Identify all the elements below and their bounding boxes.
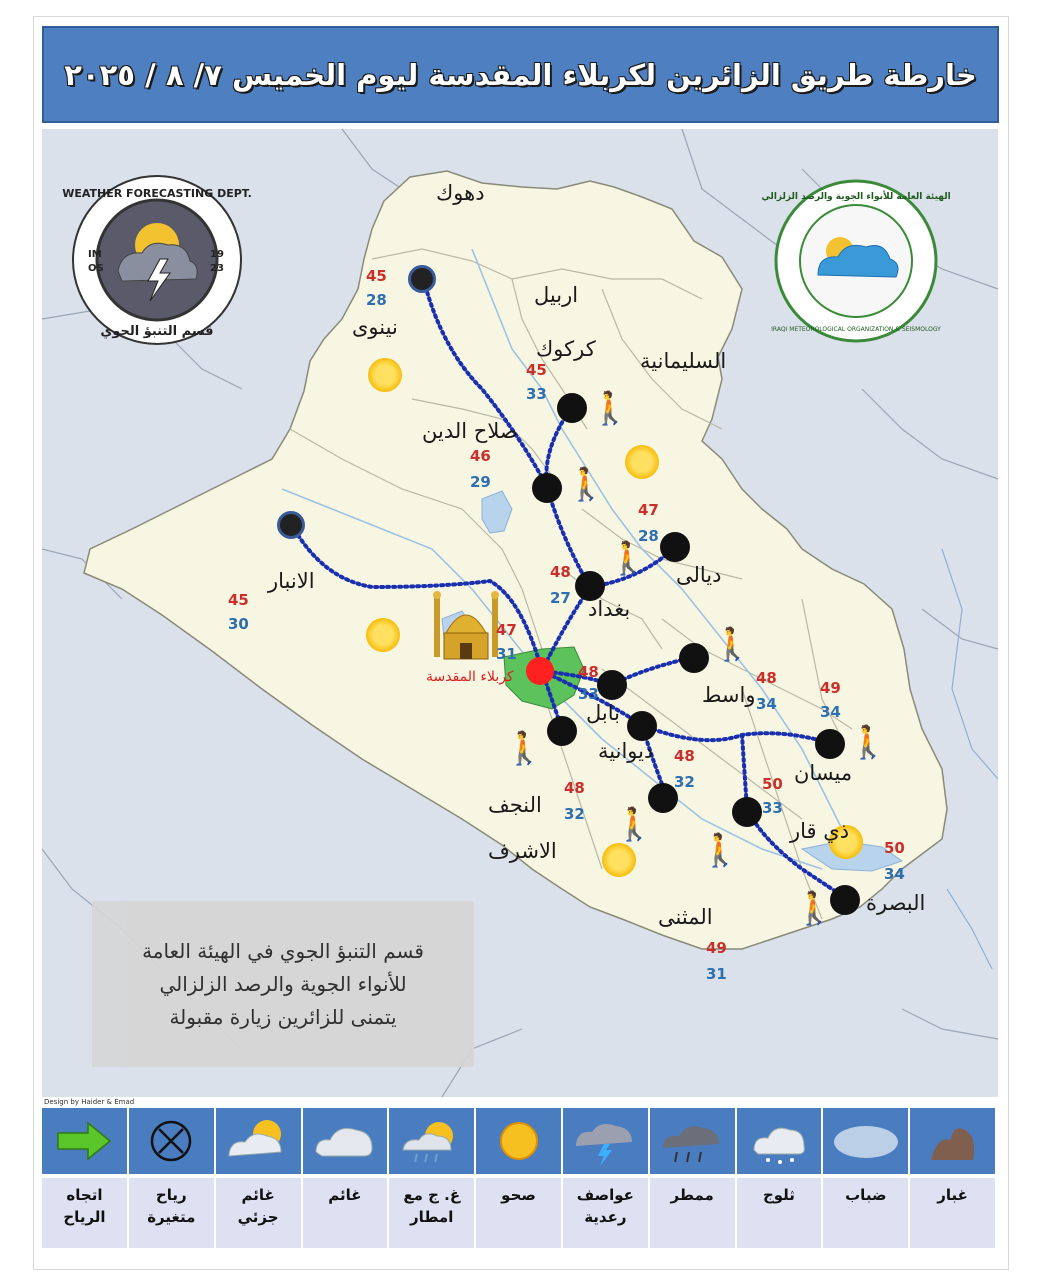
diyala-max: 47 — [638, 501, 659, 519]
province-maysan: ميسان — [794, 761, 853, 785]
pilgrim-icon: 🚶 — [608, 539, 648, 577]
legend-icons-row — [42, 1108, 995, 1174]
title-bar — [42, 26, 999, 123]
najaf-max: 48 — [564, 779, 585, 797]
legend-label-dust: غبار — [937, 1186, 968, 1204]
station-diyala — [660, 532, 690, 562]
diyala-min: 28 — [638, 527, 659, 545]
babil-max: 48 — [578, 663, 599, 681]
maysan-min: 34 — [820, 703, 841, 721]
legend-clear — [476, 1108, 561, 1174]
dhiqar-max: 50 — [762, 775, 783, 793]
sun-icon — [602, 843, 636, 877]
legend-label-partly-cloudy-rain: غ. ج مع امطار — [403, 1186, 461, 1226]
anbar-max: 45 — [228, 591, 249, 609]
legend-label-cloudy: غائم — [328, 1186, 362, 1204]
karbala-max: 47 — [496, 621, 517, 639]
legend-label-cell — [389, 1178, 474, 1248]
salahaddin-min: 29 — [470, 473, 491, 491]
message-box — [92, 901, 474, 1067]
legend-partly-cloudy-rain — [389, 1108, 474, 1174]
basra-min: 34 — [884, 865, 905, 883]
baghdad-min: 27 — [550, 589, 571, 607]
pilgrim-icon: 🚶 — [848, 723, 888, 761]
logo-left-code: IM — [88, 249, 102, 260]
province-basra: البصرة — [866, 891, 926, 915]
station-salahaddin — [532, 473, 562, 503]
sun-icon — [366, 618, 400, 652]
legend-label-cell — [303, 1178, 388, 1248]
province-babil: بابل — [586, 701, 620, 725]
legend-dust — [910, 1108, 995, 1174]
ninawa-min: 28 — [366, 291, 387, 309]
design-credit: Design by Haider & Emad — [44, 1098, 135, 1106]
wind-direction-arrow-icon — [54, 1119, 114, 1163]
svg-text:الهيئة العامة للأنواء الجوية و: الهيئة العامة للأنواء الجوية والرصد الزلزالي — [761, 192, 951, 202]
snow-icon — [744, 1116, 814, 1166]
sun-icon — [625, 445, 659, 479]
najaf-min: 32 — [564, 805, 585, 823]
rain-icon — [657, 1116, 727, 1166]
legend-label-clear: صحو — [501, 1186, 536, 1204]
weather-forecasting-dept-logo — [62, 173, 252, 347]
station-wasit — [679, 643, 709, 673]
legend-label-cell — [823, 1178, 908, 1248]
legend-wind-direction — [42, 1108, 127, 1174]
legend-label-partly-cloudy: غائم جزئي — [237, 1186, 279, 1226]
basra-max: 50 — [884, 839, 905, 857]
legend-thunderstorm — [563, 1108, 648, 1174]
svg-text:قسم التنبؤ الجوي: قسم التنبؤ الجوي — [100, 324, 214, 339]
station-babil — [597, 670, 627, 700]
clear-sun-icon — [494, 1116, 544, 1166]
svg-text:23: 23 — [210, 263, 224, 274]
province-erbil: اربيل — [534, 283, 579, 307]
province-sulaymaniyah: السليمانية — [640, 349, 727, 373]
pilgrim-icon: 🚶 — [700, 831, 740, 869]
station-basra — [830, 885, 860, 915]
salahaddin-max: 46 — [470, 447, 491, 465]
legend-label-snow: ثلوج — [762, 1186, 795, 1204]
province-muthanna: المثنى — [658, 905, 713, 929]
diwaniyah-min: 32 — [674, 773, 695, 791]
partly-cloudy-icon — [223, 1116, 293, 1166]
message-text: قسم التنبؤ الجوي في الهيئة العامة للأنواء الجوية والرصد الزلزالي يتمنى للزائرين زيارة مقبولة — [142, 938, 424, 1029]
fog-icon — [831, 1116, 901, 1166]
province-baghdad: بغداد — [588, 597, 631, 621]
anbar-min: 30 — [228, 615, 249, 633]
station-maysan — [815, 729, 845, 759]
maysan-max: 49 — [820, 679, 841, 697]
legend-partly-cloudy — [216, 1108, 301, 1174]
partly-cloudy-rain-icon — [397, 1116, 467, 1166]
legend-snow — [737, 1108, 822, 1174]
station-ninawa — [408, 265, 436, 293]
legend-label-variable-wind: رياح متغيرة — [147, 1186, 196, 1226]
legend-label-cell — [476, 1178, 561, 1248]
legend-label-wind-direction: اتجاه الرياح — [63, 1186, 106, 1226]
province-ninawa: نينوى — [352, 315, 398, 339]
legend-label-cell — [42, 1178, 127, 1248]
legend-label-cell — [129, 1178, 214, 1248]
muthanna-max: 49 — [706, 939, 727, 957]
station-kirkuk — [557, 393, 587, 423]
station-dhiqar — [732, 797, 762, 827]
babil-min: 33 — [578, 685, 599, 703]
variable-wind-icon — [146, 1116, 196, 1166]
dust-icon — [923, 1116, 983, 1166]
kirkuk-max: 45 — [526, 361, 547, 379]
karbala-min: 31 — [496, 645, 517, 663]
legend-label-cell — [216, 1178, 301, 1248]
legend-fog — [823, 1108, 908, 1174]
province-najaf-line2: الاشرف — [488, 839, 557, 863]
pilgrim-icon: 🚶 — [590, 389, 630, 427]
pilgrim-icon: 🚶 — [504, 729, 544, 767]
legend-label-cell — [650, 1178, 735, 1248]
sun-icon — [368, 358, 402, 392]
wasit-max: 48 — [756, 669, 777, 687]
province-wasit: واسط — [702, 683, 756, 707]
pilgrim-icon: 🚶 — [566, 465, 606, 503]
dhiqar-min: 33 — [762, 799, 783, 817]
muthanna-min: 31 — [706, 965, 727, 983]
province-kirkuk: كركوك — [536, 337, 596, 361]
pilgrim-icon: 🚶 — [794, 889, 834, 927]
station-diwaniyah — [627, 711, 657, 741]
diwaniyah-max: 48 — [674, 747, 695, 765]
svg-text:WEATHER FORECASTING DEPT.: WEATHER FORECASTING DEPT. — [62, 187, 252, 200]
legend-label-thunderstorm: عواصف رعدية — [576, 1186, 634, 1226]
svg-text:IRAQI METEOROLOGICAL ORGANIZAT: IRAQI METEOROLOGICAL ORGANIZATION & SEISMOLOGY — [771, 326, 941, 333]
province-najaf-line1: النجف — [488, 793, 542, 817]
province-dhiqar: ذي قار — [790, 819, 850, 843]
pilgrim-icon: 🚶 — [712, 625, 752, 663]
province-salahaddin: صلاح الدين — [422, 419, 518, 443]
province-duhok: دهوك — [436, 181, 485, 205]
legend-rain — [650, 1108, 735, 1174]
station-najaf — [547, 716, 577, 746]
legend-label-rain: ممطر — [670, 1186, 714, 1204]
svg-text:19: 19 — [210, 249, 224, 260]
svg-text:OS: OS — [88, 263, 104, 274]
legend-variable-wind — [129, 1108, 214, 1174]
wasit-min: 34 — [756, 695, 777, 713]
station-anbar — [277, 511, 305, 539]
legend-label-cell — [910, 1178, 995, 1248]
province-diwaniyah: ديوانية — [598, 739, 654, 763]
kirkuk-min: 33 — [526, 385, 547, 403]
cloudy-icon — [310, 1116, 380, 1166]
legend-label-cell — [737, 1178, 822, 1248]
baghdad-max: 48 — [550, 563, 571, 581]
shrine-icon — [426, 587, 506, 665]
outside-rivers — [942, 549, 998, 969]
karbala-marker — [526, 657, 554, 685]
province-anbar: الانبار — [268, 569, 315, 593]
thunderstorm-icon — [570, 1116, 640, 1166]
ninawa-max: 45 — [366, 267, 387, 285]
iraqi-meteorological-organization-logo — [761, 179, 951, 343]
province-karbala: كربلاء المقدسة — [426, 669, 514, 685]
pilgrim-icon: 🚶 — [614, 805, 654, 843]
legend-cloudy — [303, 1108, 388, 1174]
province-diyala: ديالى — [676, 563, 722, 587]
page-title: خارطة طريق الزائرين لكربلاء المقدسة ليوم الخميس ٧/ ٨ / ٢٠٢٥ — [64, 57, 977, 92]
legend-label-fog: ضباب — [845, 1186, 887, 1204]
legend-label-cell — [563, 1178, 648, 1248]
legend-labels-row — [42, 1178, 995, 1248]
